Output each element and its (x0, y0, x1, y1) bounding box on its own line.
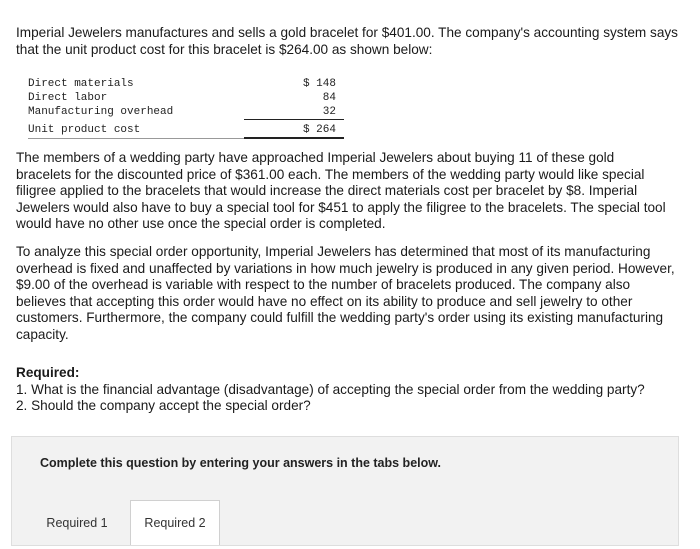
panel-instructions: Complete this question by entering your answers in the tabs below. (40, 456, 441, 470)
cost-row-direct-materials (28, 77, 344, 91)
question-2: 2. Should the company accept the special order? (16, 398, 311, 413)
cost-label: Direct labor (28, 92, 108, 104)
cost-value: $ 148 (302, 78, 336, 90)
analysis-paragraph: To analyze this special order opportunity, Imperial Jewelers has determined that most of its manufacturing overhead is fixed and unaffected by variations in how much jewelry is produced in any given period. However, $9.00 of the overhead is variable with respect to the number of bracelets produced. The company also believes that accepting this order would have no effect on its ability to produce and sell jewelry to other customers. Furthermore, the company could fulfill the wedding party's order using its existing manufacturing capacity. (16, 244, 675, 342)
cost-label: Unit product cost (28, 120, 244, 139)
cost-row-direct-labor (28, 91, 344, 105)
intro-paragraph: Imperial Jewelers manufactures and sells a gold bracelet for $401.00. The company's accounting system says that the unit product cost for this bracelet is $264.00 as shown below: (16, 25, 678, 57)
cost-label: Manufacturing overhead (28, 106, 174, 119)
tab-required-1[interactable]: Required 1 (46, 515, 108, 530)
wedding-party-paragraph: The members of a wedding party have approached Imperial Jewelers about buying 11 of these gold bracelets for the discounted price of $361.00 each. The members of the wedding party would like special filigree applied to the bracelets that would increase the direct materials cost per bracelet by $8. Imperial Jewelers would also have to buy a special tool for $451 to apply the filigree to the bracelets. The special tool would have no other use once the special order is completed. (16, 150, 666, 231)
cost-total-value: $ 264 (244, 120, 344, 139)
required-section (16, 365, 676, 415)
tab-required-2[interactable]: Required 2 (130, 500, 220, 545)
cost-value: 84 (322, 92, 336, 104)
cost-label: Direct materials (28, 78, 134, 90)
cost-value: 32 (244, 105, 344, 120)
cost-row-unit-product-cost (28, 120, 344, 139)
unit-cost-table (28, 77, 344, 139)
question-1: 1. What is the financial advantage (disadvantage) of accepting the special order from the wedding party? (16, 381, 645, 397)
answer-panel (11, 436, 679, 546)
required-heading: Required: (16, 365, 80, 380)
cost-row-manufacturing-overhead (28, 105, 344, 120)
